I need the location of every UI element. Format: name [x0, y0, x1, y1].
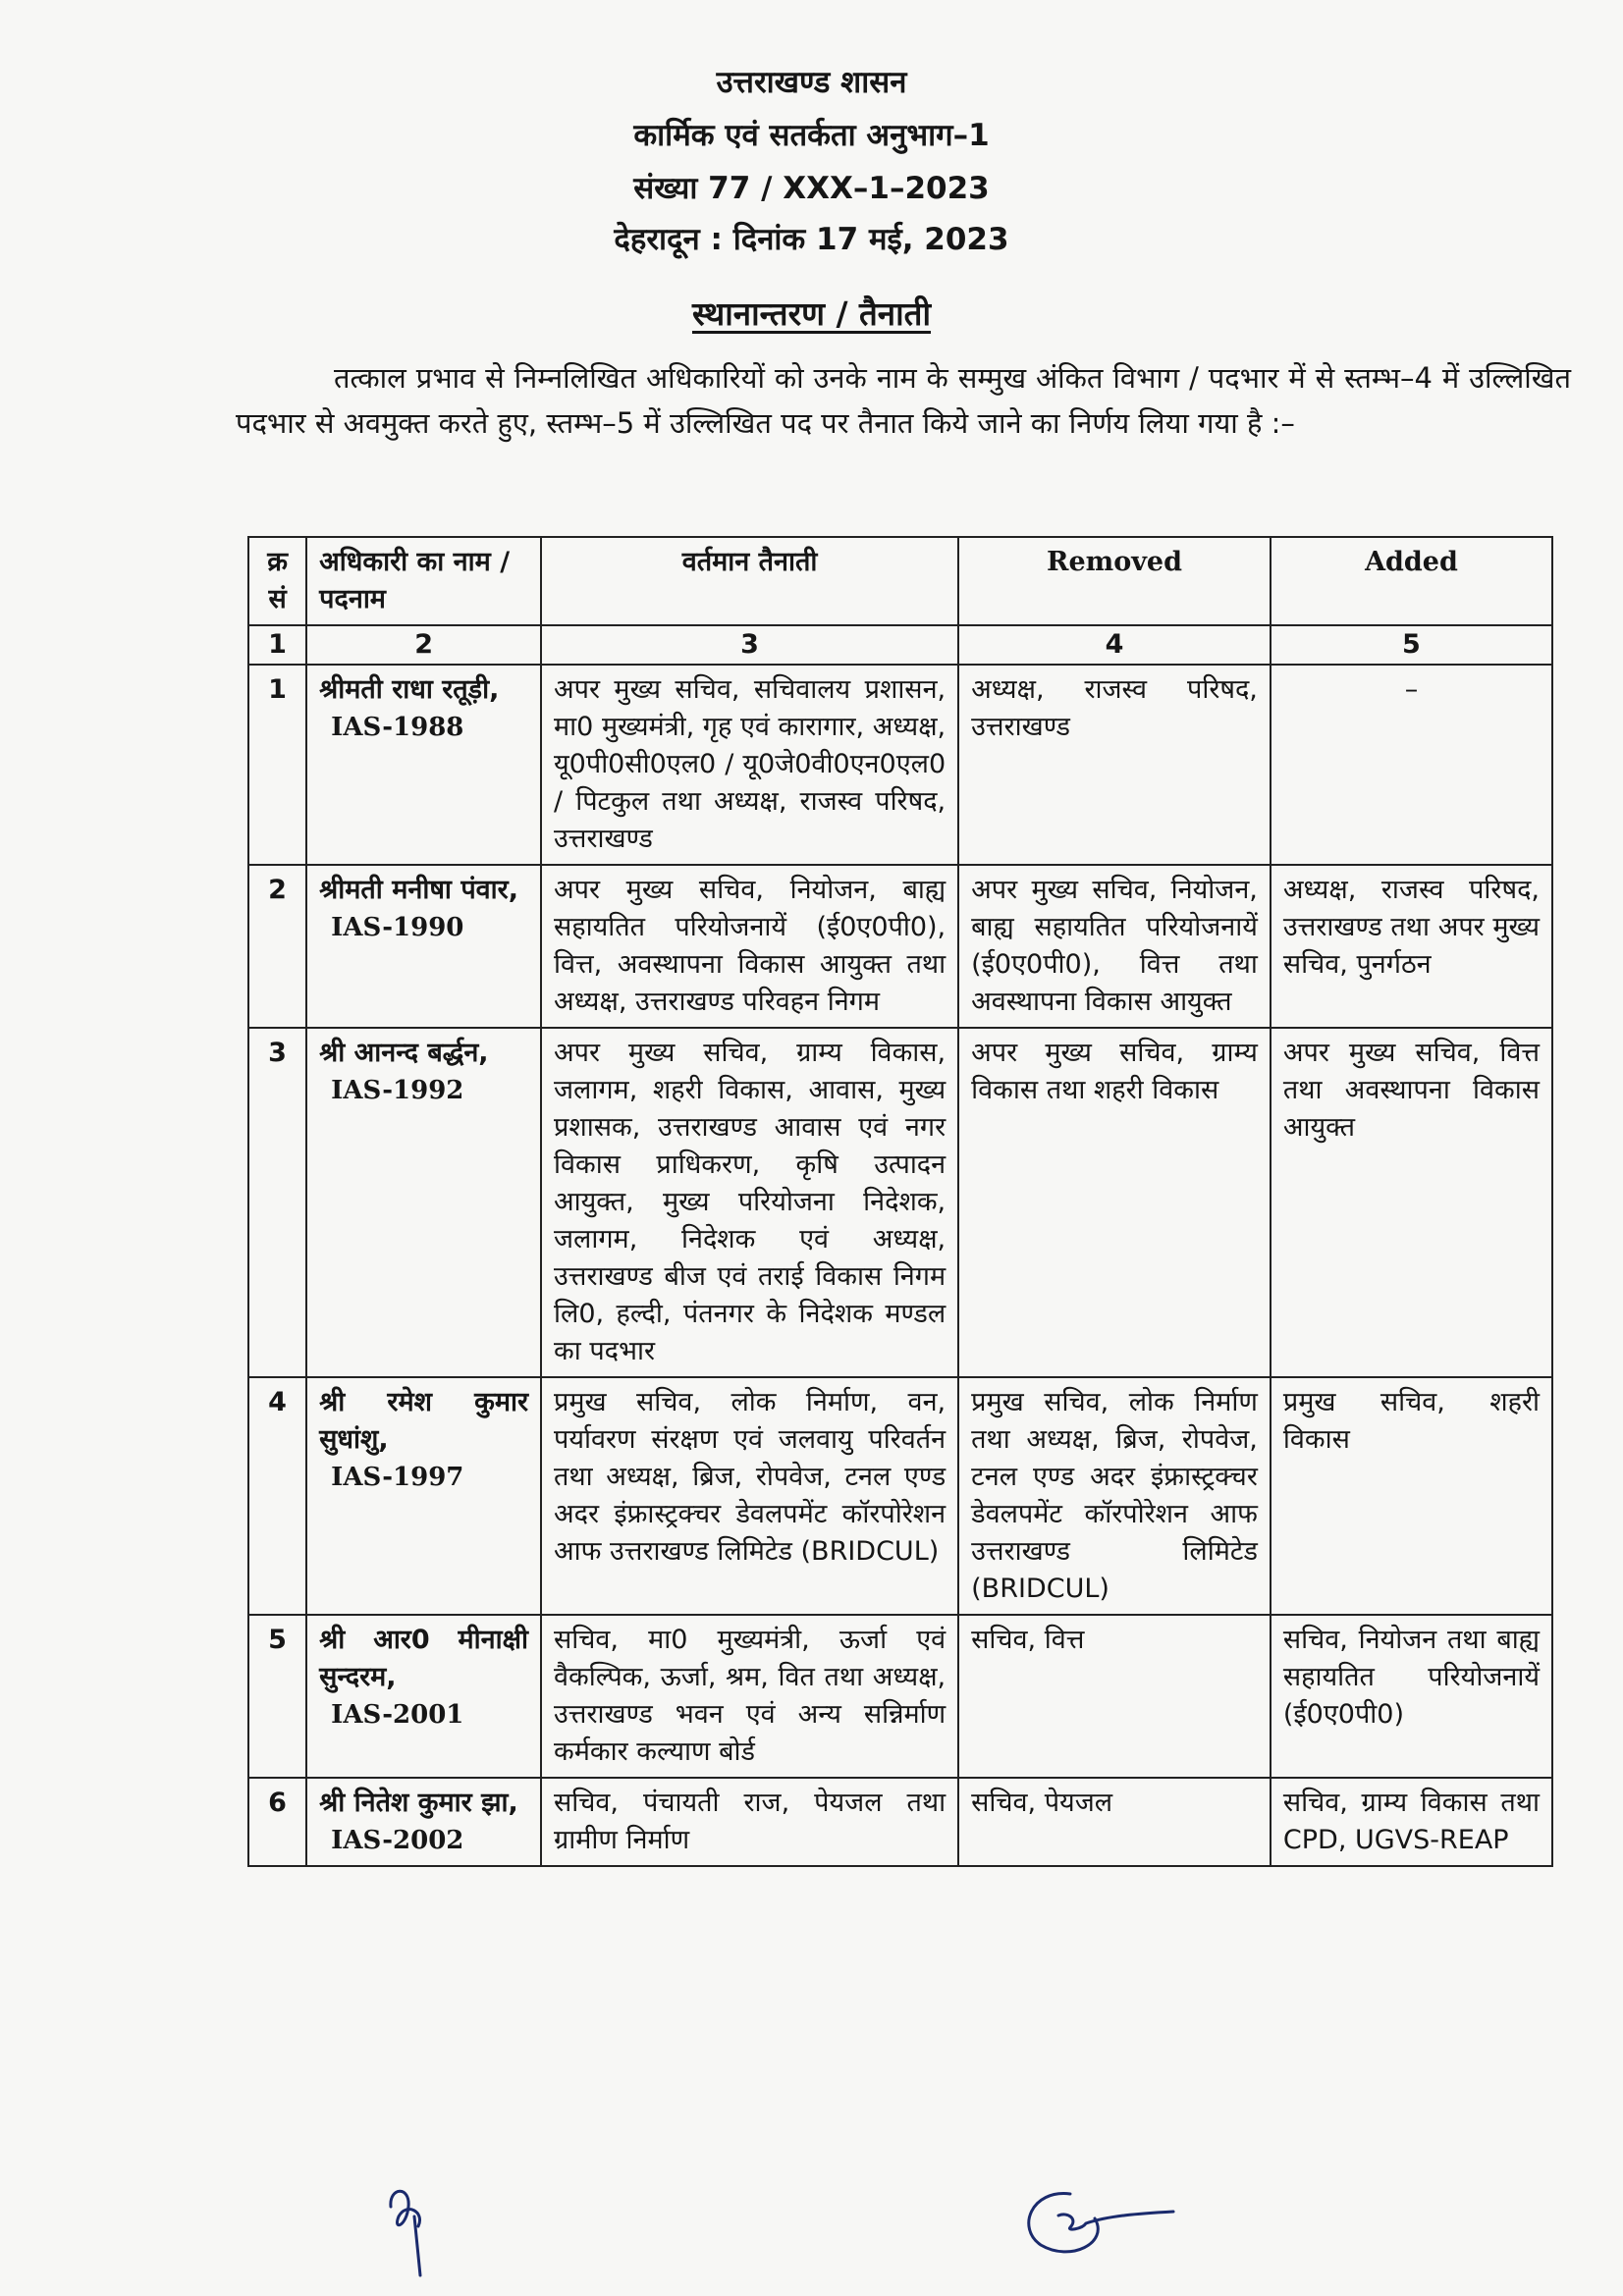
government-title: उत्तराखण्ड शासन	[716, 65, 907, 100]
row-current-posting: अपर मुख्य सचिव, सचिवालय प्रशासन, मा0 मुख्यमंत्री, गृह एवं कारागार, अध्यक्ष, यू0पी0सी0एल0 / यू0जे0वी0एन0एल0 / पिटकुल तथा अध्यक्ष, राजस्व परिषद, उत्तराखण्ड	[541, 665, 958, 865]
row-serial: 3	[248, 1028, 306, 1377]
header-officer: अधिकारी का नाम / पदनाम	[306, 537, 541, 625]
intro-paragraph: तत्काल प्रभाव से निम्नलिखित अधिकारियों को उनके नाम के सम्मुख अंकित विभाग / पदभार में से स्तम्भ–4 में उल्लिखित पदभार से अवमुक्त करते हुए, स्तम्भ–5 में उल्लिखित पद पर तैनात किये जाने का निर्णय लिया गया है :–	[236, 361, 1571, 440]
column-number: 5	[1271, 625, 1552, 665]
officer-batch: IAS-1997	[331, 1463, 464, 1492]
transfer-table	[247, 536, 1553, 1867]
officer-batch: IAS-2002	[331, 1826, 464, 1855]
right-initial-signature	[1001, 2174, 1188, 2263]
place-date: देहरादून : दिनांक 17 मई, 2023	[614, 222, 1009, 257]
row-current-posting: अपर मुख्य सचिव, ग्राम्य विकास, जलागम, शहरी विकास, आवास, मुख्य प्रशासक, उत्तराखण्ड आवास एवं नगर विकास प्राधिकरण, कृषि उत्पादन आयुक्त, मुख्य परियोजना निदेशक, जलागम, निदेशक एवं अध्यक्ष, उत्तराखण्ड बीज एवं तराई विकास निगम लि0, हल्दी, पंतनगर के निदेशक मण्डल का पदभार	[541, 1028, 958, 1377]
row-removed: अध्यक्ष, राजस्व परिषद, उत्तराखण्ड	[958, 665, 1271, 865]
table-row	[248, 665, 1552, 865]
row-serial: 5	[248, 1615, 306, 1778]
row-added: सचिव, ग्राम्य विकास तथा CPD, UGVS-REAP	[1271, 1778, 1552, 1866]
row-serial: 1	[248, 665, 306, 865]
row-removed: अपर मुख्य सचिव, ग्राम्य विकास तथा शहरी विकास	[958, 1028, 1271, 1377]
row-officer	[306, 1377, 541, 1615]
column-number: 2	[306, 625, 541, 665]
officer-name: श्री आर0 मीनाक्षी सुन्दरम,	[319, 1625, 529, 1692]
row-officer	[306, 665, 541, 865]
table-row	[248, 1778, 1552, 1866]
officer-name: श्री नितेश कुमार झा,	[319, 1788, 518, 1818]
header-removed: Removed	[958, 537, 1271, 625]
officer-name: श्रीमती राधा रतूड़ी,	[319, 674, 500, 705]
section-title: कार्मिक एवं सतर्कता अनुभाग–1	[633, 118, 990, 153]
row-current-posting: सचिव, मा0 मुख्यमंत्री, ऊर्जा एवं वैकल्पिक, ऊर्जा, श्रम, वित तथा अध्यक्ष, उत्तराखण्ड भवन एवं अन्य सन्निर्माण कर्मकार कल्याण बोर्ड	[541, 1615, 958, 1778]
officer-name: श्री रमेश कुमार सुधांशु,	[319, 1387, 529, 1455]
row-officer	[306, 1615, 541, 1778]
row-current-posting: सचिव, पंचायती राज, पेयजल तथा ग्रामीण निर्माण	[541, 1778, 958, 1866]
row-serial: 6	[248, 1778, 306, 1866]
table-header-row	[248, 537, 1552, 625]
table-row	[248, 865, 1552, 1028]
row-added: अपर मुख्य सचिव, वित्त तथा अवस्थापना विकास आयुक्त	[1271, 1028, 1552, 1377]
header-added: Added	[1271, 537, 1552, 625]
officer-batch: IAS-1988	[331, 713, 464, 742]
officer-batch: IAS-2001	[331, 1700, 464, 1730]
row-current-posting: प्रमुख सचिव, लोक निर्माण, वन, पर्यावरण संरक्षण एवं जलवायु परिवर्तन तथा अध्यक्ष, ब्रिज, रोपवेज, टनल एण्ड अदर इंफ्रास्ट्रक्चर डेवलपमेंट कॉरपोरेशन आफ उत्तराखण्ड लिमिटेड (BRIDCUL)	[541, 1377, 958, 1615]
subject-heading: स्थानान्तरण / तैनाती	[691, 294, 932, 333]
row-added: –	[1271, 665, 1552, 865]
row-current-posting: अपर मुख्य सचिव, नियोजन, बाह्य सहायतित परियोजनायें (ई0ए0पी0), वित्त, अवस्थापना विकास आयुक्त तथा अध्यक्ष, उत्तराखण्ड परिवहन निगम	[541, 865, 958, 1028]
order-number: संख्या 77 / XXX–1–2023	[633, 171, 990, 206]
table-row	[248, 1615, 1552, 1778]
header-sn: क्र सं	[248, 537, 306, 625]
left-initial-signature	[371, 2177, 460, 2285]
header-current: वर्तमान तैनाती	[541, 537, 958, 625]
row-serial: 4	[248, 1377, 306, 1615]
row-added: सचिव, नियोजन तथा बाह्य सहायतित परियोजनायें (ई0ए0पी0)	[1271, 1615, 1552, 1778]
table-row	[248, 1028, 1552, 1377]
row-added: प्रमुख सचिव, शहरी विकास	[1271, 1377, 1552, 1615]
row-officer	[306, 1028, 541, 1377]
row-added: अध्यक्ष, राजस्व परिषद, उत्तराखण्ड तथा अपर मुख्य सचिव, पुनर्गठन	[1271, 865, 1552, 1028]
officer-batch: IAS-1992	[331, 1076, 464, 1105]
column-number: 1	[248, 625, 306, 665]
row-removed: सचिव, पेयजल	[958, 1778, 1271, 1866]
row-removed: प्रमुख सचिव, लोक निर्माण तथा अध्यक्ष, ब्रिज, रोपवेज, टनल एण्ड अदर इंफ्रास्ट्रक्चर डेवलपमेंट कॉरपोरेशन आफ उत्तराखण्ड लिमिटेड (BRIDCUL)	[958, 1377, 1271, 1615]
officer-name: श्रीमती मनीषा पंवार,	[319, 875, 518, 905]
row-officer	[306, 865, 541, 1028]
table-row	[248, 1377, 1552, 1615]
column-number-row	[248, 625, 1552, 665]
row-serial: 2	[248, 865, 306, 1028]
row-removed: अपर मुख्य सचिव, नियोजन, बाह्य सहायतित परियोजनायें (ई0ए0पी0), वित्त तथा अवस्थापना विकास आयुक्त	[958, 865, 1271, 1028]
column-number: 3	[541, 625, 958, 665]
column-number: 4	[958, 625, 1271, 665]
officer-batch: IAS-1990	[331, 913, 464, 942]
officer-name: श्री आनन्द बर्द्धन,	[319, 1038, 489, 1068]
row-removed: सचिव, वित्त	[958, 1615, 1271, 1778]
row-officer	[306, 1778, 541, 1866]
